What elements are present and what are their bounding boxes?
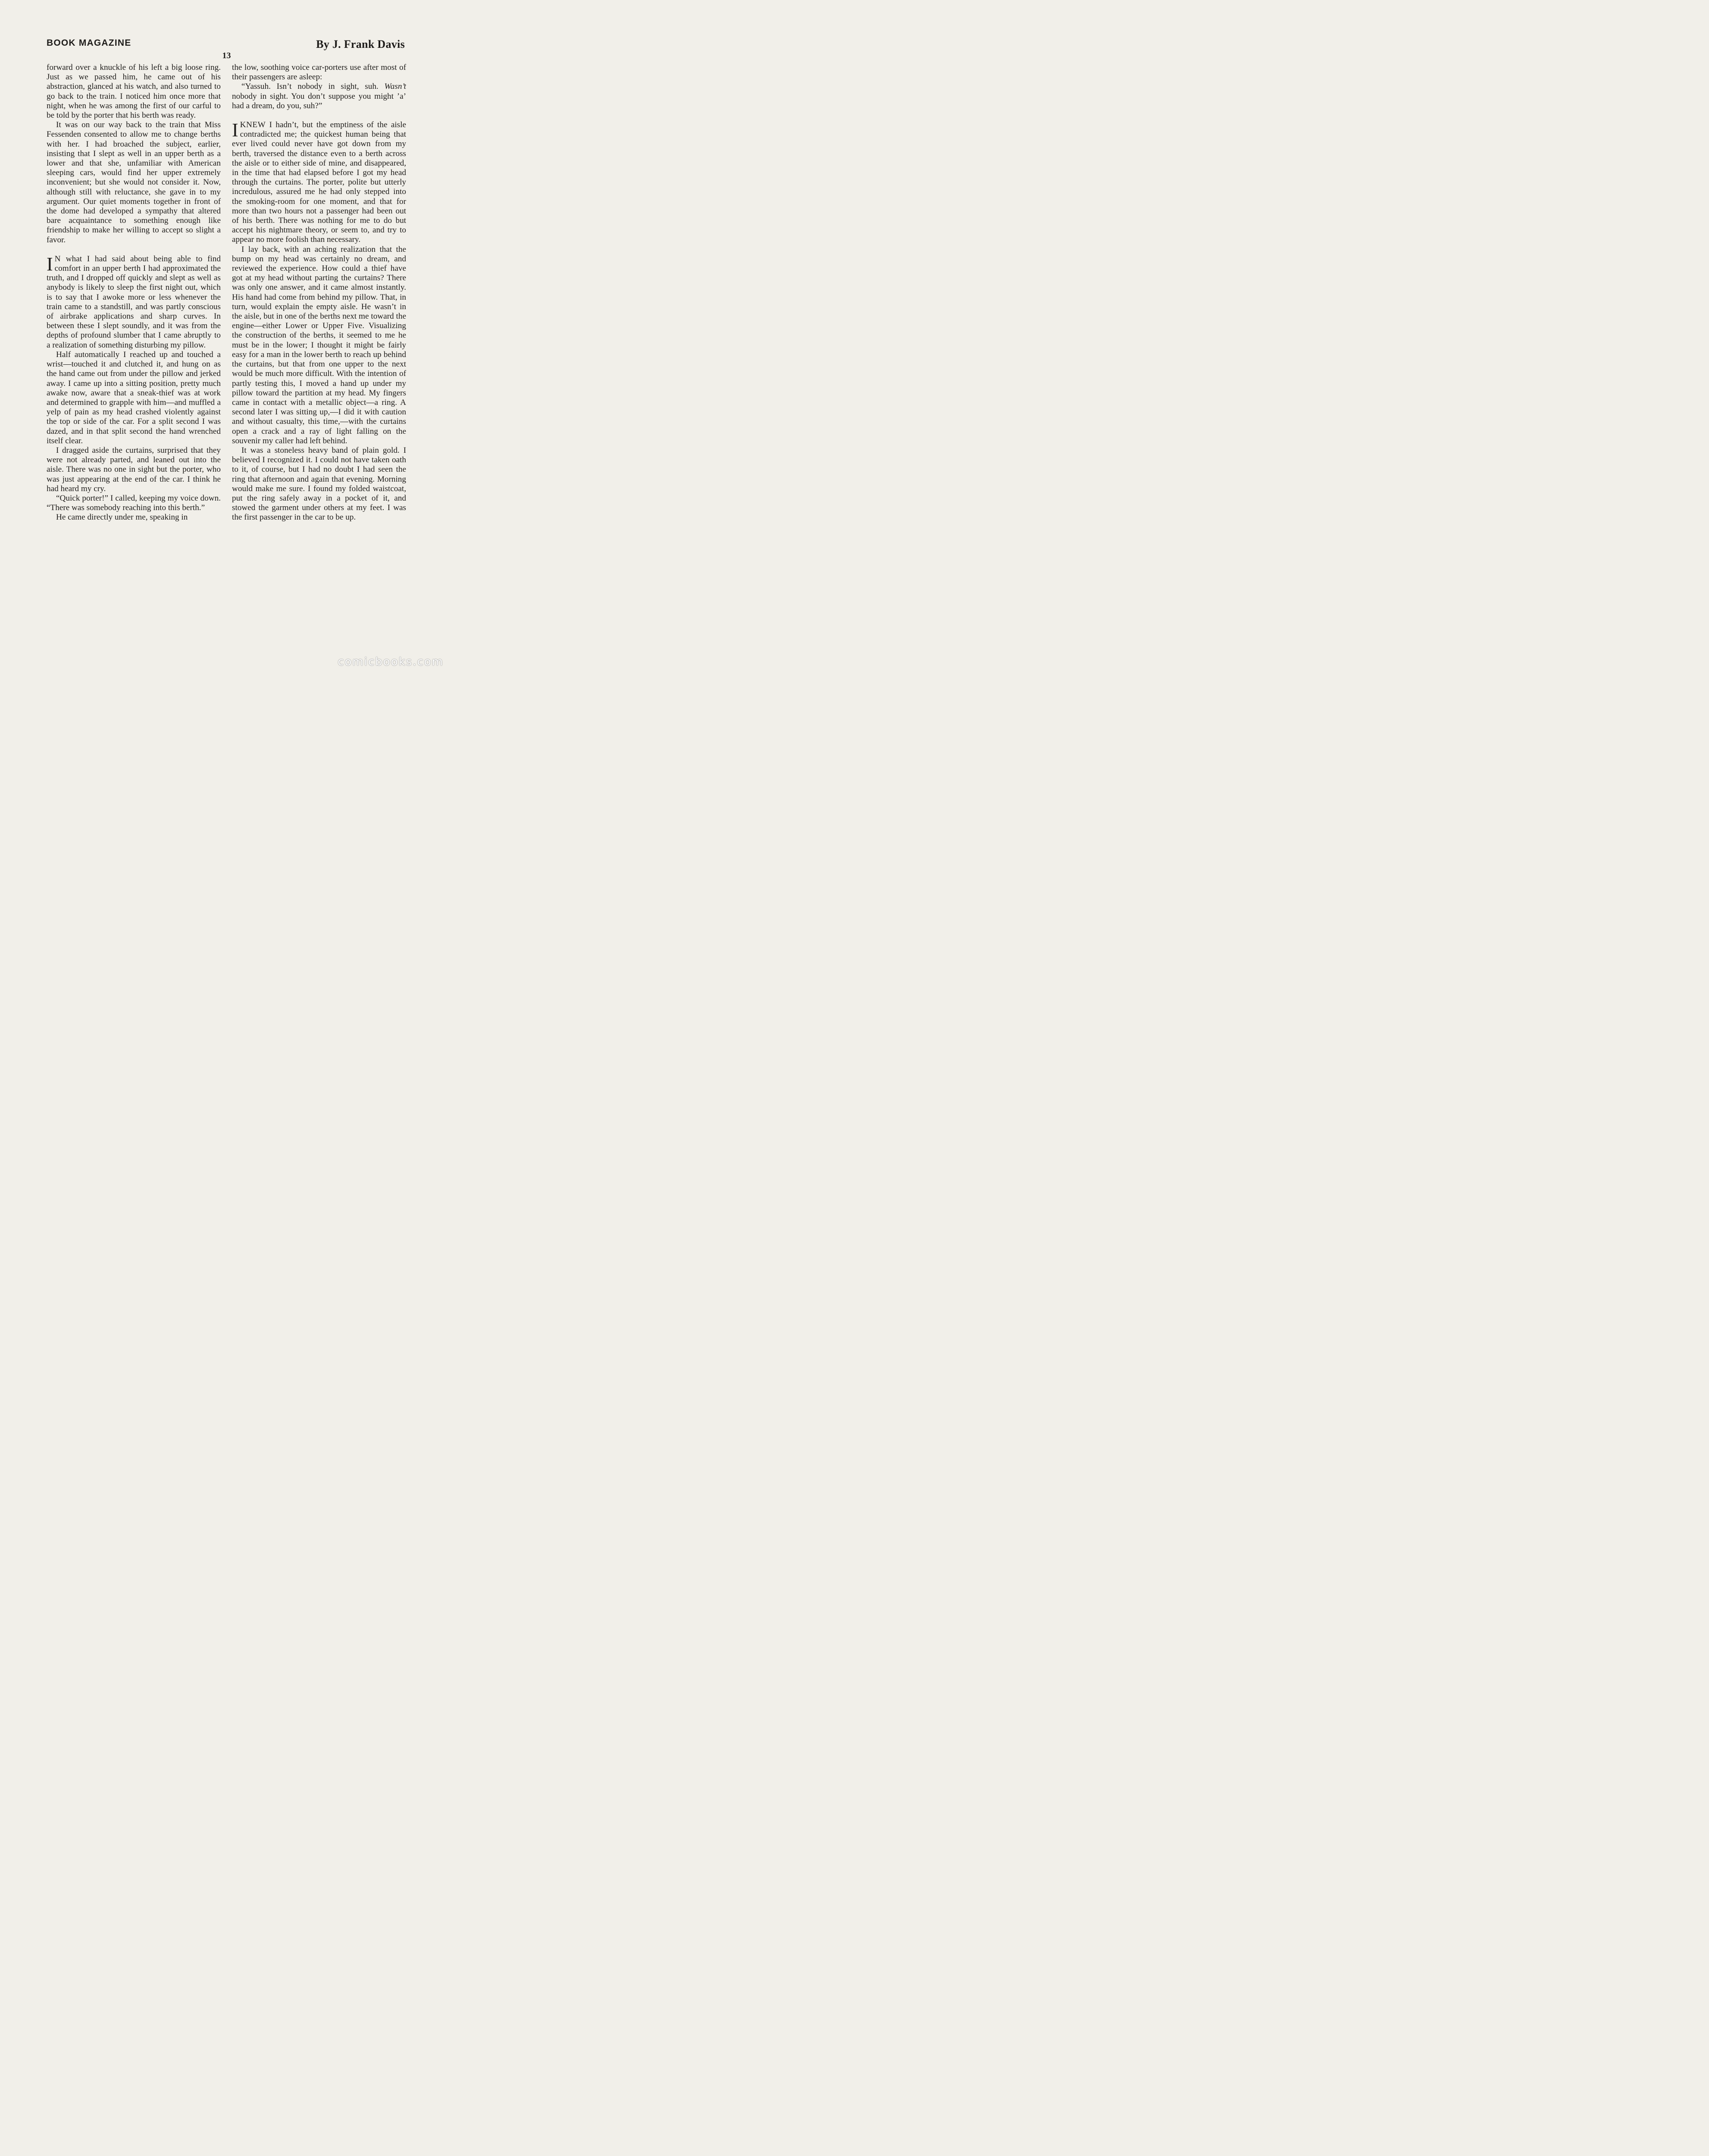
dialogue-text: “Yassuh. Isn’t nobody in sight, suh. <box>241 82 385 91</box>
paragraph: He came directly under me, speaking in <box>56 513 188 522</box>
site-watermark: comicbooks.com <box>338 655 444 668</box>
dialogue-text: nobody in sight. You don’t suppose you might ’a’ had a dream, do you, suh?” <box>232 91 406 110</box>
author-byline: By J. Frank Davis <box>316 38 405 50</box>
small-caps-lead: KNEW <box>240 120 266 130</box>
paragraph: Half automatically I reached up and touched a wrist—touched it and clutched it, and hung on as the hand came out from under the pillow and jerked away. I came up into a sitting position, pretty much awake now, aware that a sneak-thief was at work and determined to grapple with him—and muffled a yelp of pain as my head crashed violently against the top or side of the car. For a split second I was dazed, and in that split second the hand wrenched itself clear. <box>47 350 221 445</box>
section-opening-paragraph <box>47 254 221 350</box>
paragraph: It was on our way back to the train that Miss Fessenden consented to allow me to change berths with her. I had broached the subject, earlier, insisting that I slept as well in an upper berth as a lower and that she, unfamiliar with American sleeping cars, would find her upper extremely inconvenient; but she would not consider it. Now, although still with reluctance, she gave in to my argument. Our quiet moments together in front of the dome had developed a sympathy that altered bare acquaintance to something enough like friendship to make her willing to accept so slight a favor. <box>47 120 221 244</box>
page-number: 13 <box>222 51 231 60</box>
right-column <box>232 63 406 523</box>
paragraph: forward over a knuckle of his left a big loose ring. Just as we passed him, he came out of his abstraction, glanced at his watch, and also turned to go back to the train. I noticed him once more that night, when he was among the first of our carful to be told by the porter that his berth was ready. <box>47 63 221 120</box>
emphasized-word: Wasn’t <box>384 82 406 91</box>
paragraph <box>232 82 406 111</box>
small-caps-lead: N <box>54 254 61 263</box>
paragraph: I dragged aside the curtains, surprised that they were not already parted, and leaned out into the aisle. There was no one in sight but the porter, who was just appearing at the end of the car. I think he had heard my cry. <box>47 445 221 493</box>
magazine-page <box>0 0 453 676</box>
drop-cap: I <box>232 119 238 141</box>
left-column <box>47 63 221 523</box>
paragraph: It was a stoneless heavy band of plain gold. I believed I recognized it. I could not have taken oath to it, of course, but I had no doubt I had seen the ring that afternoon and again that evening. Morning would make me sure. I found my folded waistcoat, put the ring safely away in a pocket of it, and stowed the garment under others at my feet. I was the first passenger in the car to be up. <box>232 445 406 522</box>
publication-title: BOOK MAGAZINE <box>47 38 131 48</box>
section-opening-paragraph <box>232 120 406 245</box>
drop-cap: I <box>47 253 53 275</box>
paragraph-text: what I had said about being able to find comfort in an upper berth I had approximated the truth, and I dropped off quickly and slept as well as anybody is likely to sleep the first night out, which is to say that I awoke more or less whenever the train came to a standstill, and was partly conscious of airbrake applications and sharp curves. In between these I slept soundly, and it was from the depths of profound slumber that I came abruptly to a realization of something disturbing my pillow. <box>47 254 221 350</box>
paragraph-text: I hadn’t, but the emptiness of the aisle contradicted me; the quickest human being that ever lived could never have got down from my berth, traversed the distance even to a berth across the aisle or to either side of mine, and disappeared, in the time that had elapsed before I got my head through the curtains. The porter, polite but utterly incredulous, assured me he had only stepped into the smoking-room for one moment, and that for more than two hours not a passenger had been out of his berth. There was nothing for me to do but accept his nightmare theory, or seem to, and try to appear no more foolish than necessary. <box>232 120 406 244</box>
paragraph: I lay back, with an aching realization that the bump on my head was certainly no dream, and reviewed the experience. How could a thief have got at my head without parting the curtains? There was only one answer, and it came almost instantly. His hand had come from behind my pillow. That, in turn, would explain the empty aisle. He wasn’t in the aisle, but in one of the berths next me toward the engine—either Lower or Upper Five. Visualizing the construction of the berths, it seemed to me he must be in the lower; I thought it might be fairly easy for a man in the lower berth to reach up behind the curtains, but that from one upper to the next would be much more difficult. With the intention of partly testing this, I moved a hand up under my pillow toward the partition at my head. My fingers came in contact with a metallic object—a ring. A second later I was sitting up,—I did it with caution and without casualty, this time,—with the curtains open a crack and a ray of light falling on the souvenir my caller had left behind. <box>232 244 406 445</box>
paragraph: the low, soothing voice car-porters use after most of their passengers are asleep: <box>232 63 406 82</box>
paragraph: “Quick porter!” I called, keeping my voice down. “There was somebody reaching into this berth.” <box>47 493 221 513</box>
